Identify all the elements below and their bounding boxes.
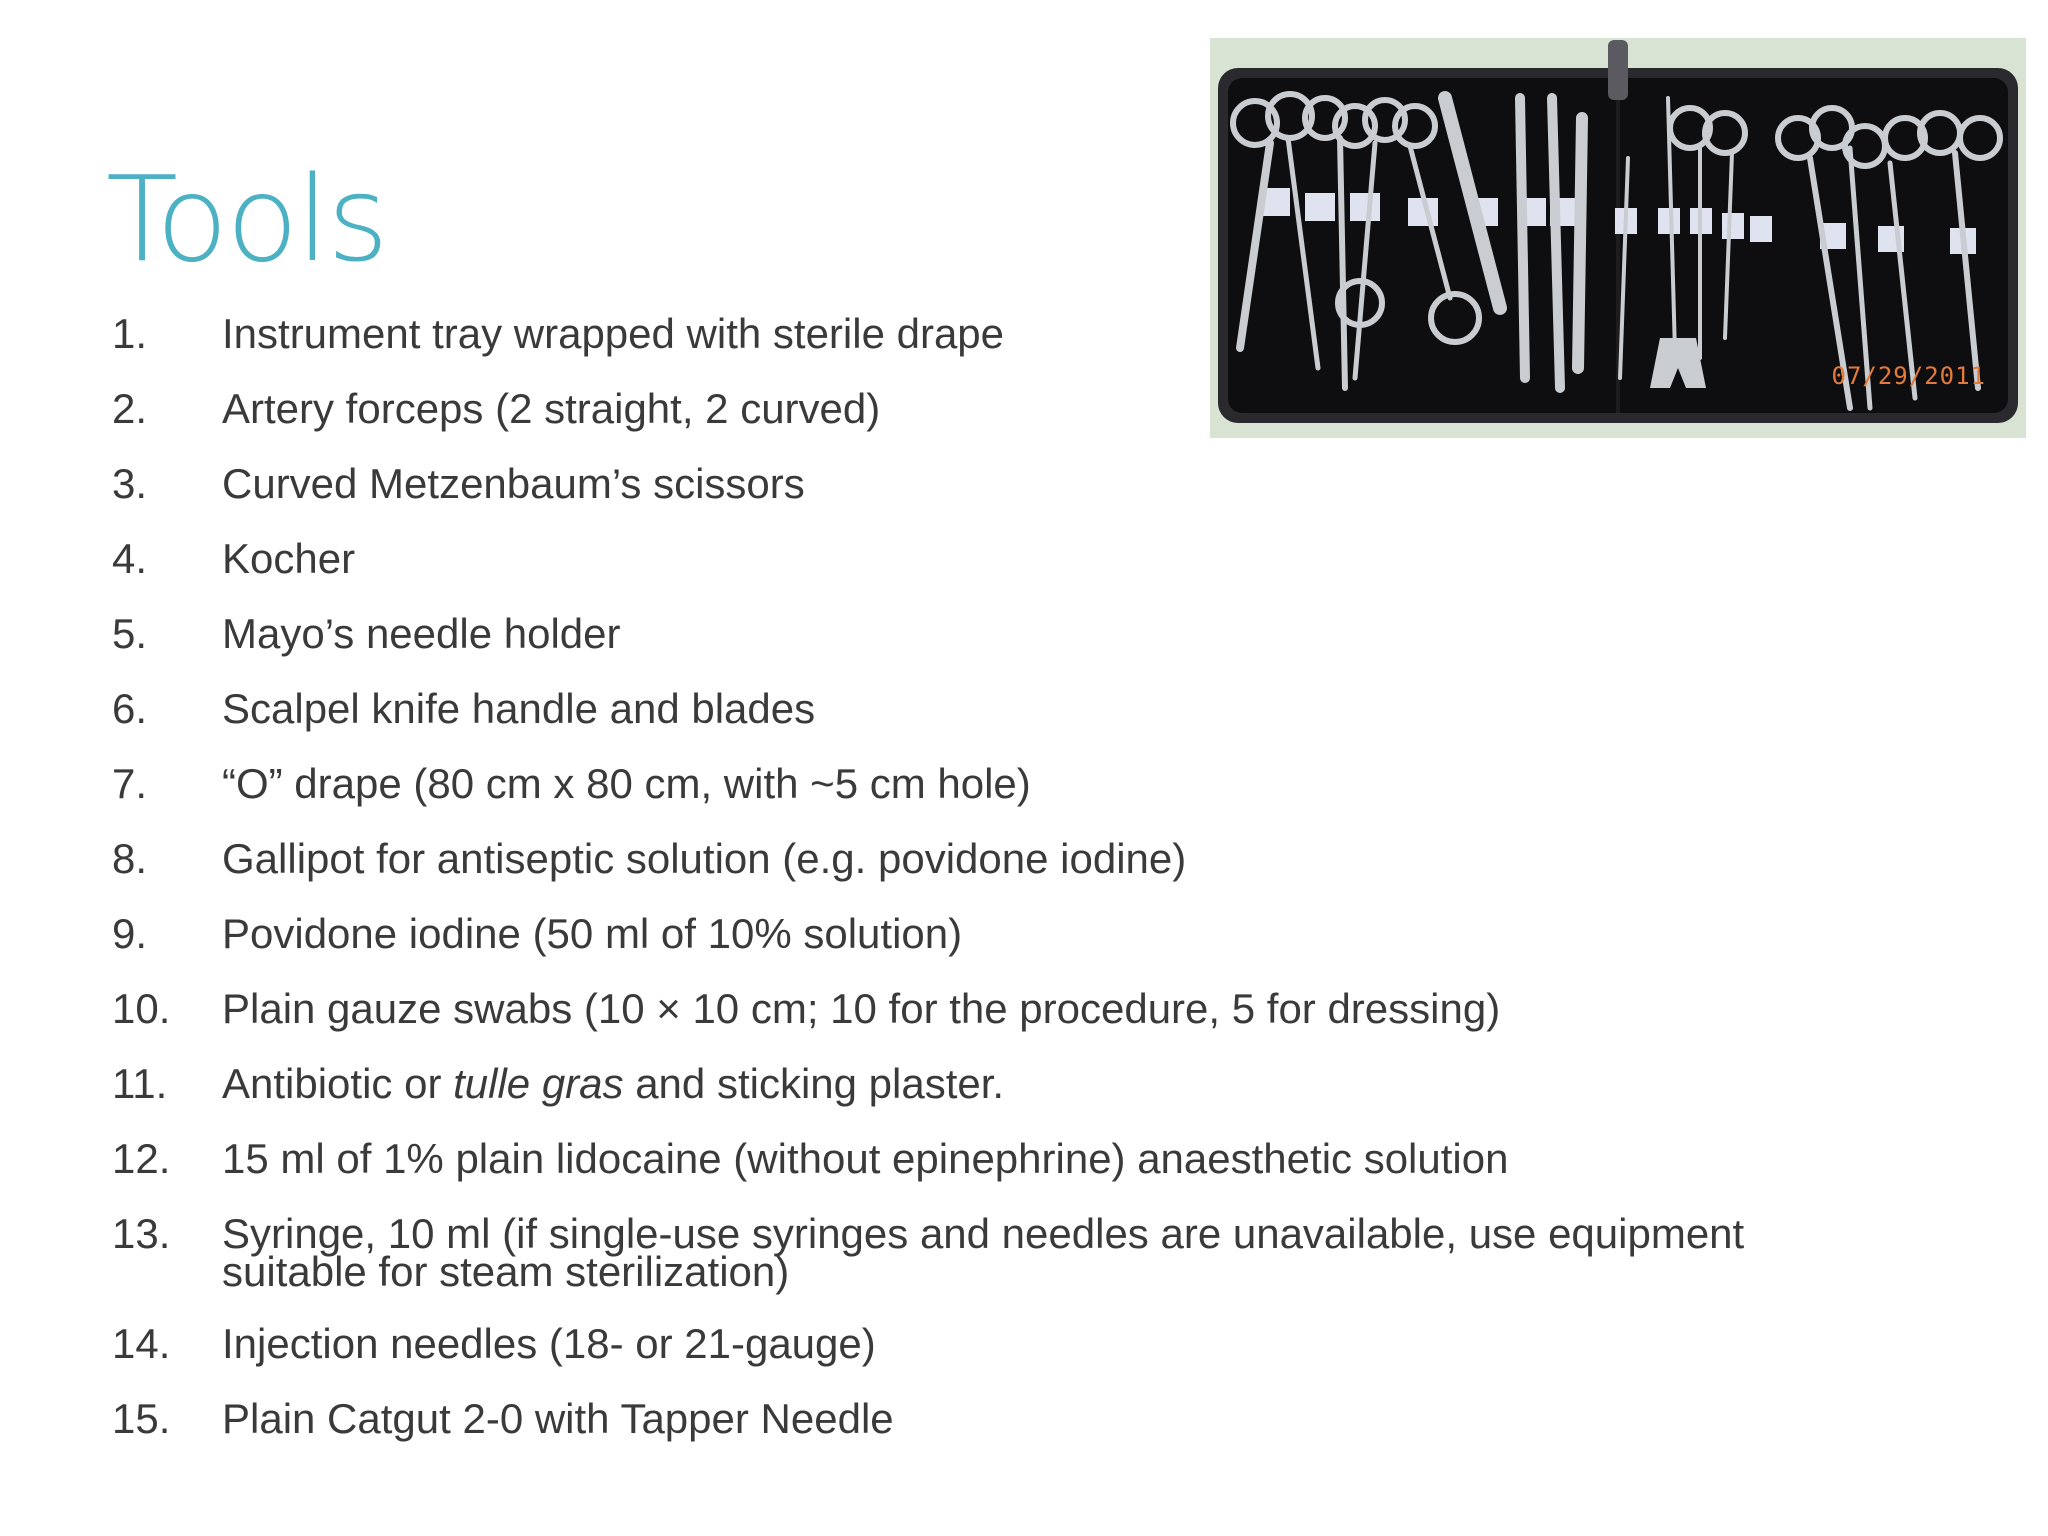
list-item xyxy=(112,987,1812,1031)
list-item xyxy=(112,462,1812,506)
list-text: Plain gauze swabs (10 × 10 cm; 10 for the procedure, 5 for dressing) xyxy=(222,985,1501,1032)
instrument-tray-photo xyxy=(1210,38,2026,438)
list-text: Injection needles (18- or 21-gauge) xyxy=(222,1320,876,1367)
list-number: 12. xyxy=(112,1135,171,1182)
list-item xyxy=(112,837,1812,881)
date-stamp: 07/29/2011 xyxy=(1831,362,1986,390)
list-number: 11. xyxy=(112,1060,168,1107)
list-number: 15. xyxy=(112,1395,171,1442)
list-text-part: and sticking plaster. xyxy=(623,1060,1005,1107)
list-text: Artery forceps (2 straight, 2 curved) xyxy=(222,385,881,432)
list-item xyxy=(112,1137,1812,1181)
list-text: “O” drape (80 cm x 80 cm, with ~5 cm hole) xyxy=(222,760,1031,807)
list-text: Curved Metzenbaum’s scissors xyxy=(222,460,805,507)
list-text: Mayo’s needle holder xyxy=(222,610,621,657)
list-text-italic: tulle gras xyxy=(453,1060,624,1107)
tools-list xyxy=(112,312,1812,1472)
list-number: 9. xyxy=(112,910,148,957)
list-text: Kocher xyxy=(222,535,356,582)
list-number: 6. xyxy=(112,685,148,732)
list-item xyxy=(112,762,1812,806)
list-item xyxy=(112,912,1812,956)
list-item xyxy=(112,1322,1812,1366)
page-title: Tools xyxy=(106,150,387,288)
list-item xyxy=(112,1397,1812,1441)
list-item xyxy=(112,537,1812,581)
list-text: Instrument tray wrapped with sterile drape xyxy=(222,310,1005,357)
list-text: Scalpel knife handle and blades xyxy=(222,685,816,732)
zipper-pull-icon xyxy=(1608,40,1628,100)
list-text: Povidone iodine (50 ml of 10% solution) xyxy=(222,910,963,957)
list-text xyxy=(222,1060,1005,1107)
list-number: 2. xyxy=(112,385,148,432)
list-number: 13. xyxy=(112,1210,171,1257)
list-text: Plain Catgut 2-0 with Tapper Needle xyxy=(222,1395,894,1442)
list-text-part: Antibiotic or xyxy=(222,1060,454,1107)
list-text: 15 ml of 1% plain lidocaine (without epinephrine) anaesthetic solution xyxy=(222,1135,1509,1182)
list-item xyxy=(112,1062,1812,1106)
list-number: 7. xyxy=(112,760,148,807)
list-number: 10. xyxy=(112,985,171,1032)
list-number: 5. xyxy=(112,610,148,657)
list-number: 14. xyxy=(112,1320,171,1367)
list-number: 3. xyxy=(112,460,148,507)
list-number: 1. xyxy=(112,310,148,357)
list-item xyxy=(112,1210,1812,1295)
list-text: Syringe, 10 ml (if single-use syringes and needles are unavailable, use equipment suitable for steam sterilization) xyxy=(222,1210,1745,1295)
list-item xyxy=(112,612,1812,656)
list-number: 4. xyxy=(112,535,148,582)
list-number: 8. xyxy=(112,835,148,882)
list-text: Gallipot for antiseptic solution (e.g. povidone iodine) xyxy=(222,835,1187,882)
list-item xyxy=(112,687,1812,731)
